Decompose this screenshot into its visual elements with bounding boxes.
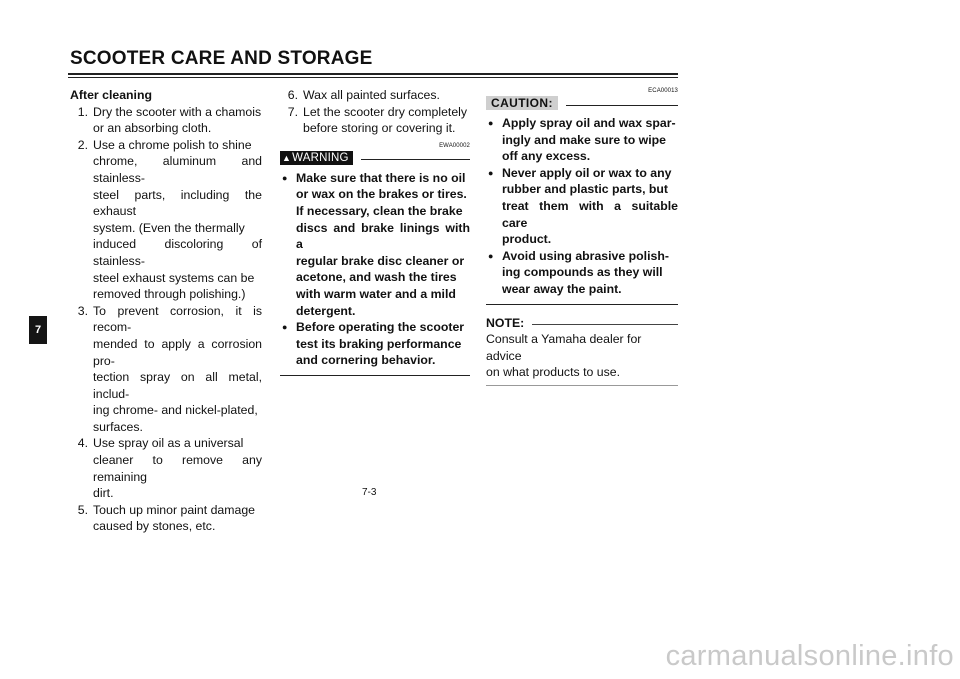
- step-text: [303, 104, 470, 137]
- note-end-rule: [486, 385, 678, 386]
- warning-badge: [280, 151, 353, 165]
- step-number: 4.: [77, 436, 88, 451]
- bullet-icon: ●: [282, 172, 288, 183]
- warning-label: WARNING: [292, 151, 349, 164]
- text-line: and cornering behavior.: [296, 353, 436, 368]
- column-left: [70, 87, 262, 535]
- bullet-item: [280, 319, 470, 369]
- text-line: test its braking performance: [296, 336, 462, 351]
- bullet-icon: ●: [282, 322, 288, 333]
- text-line: Consult a Yamaha dealer for advice: [486, 332, 642, 363]
- step-item: [70, 435, 262, 501]
- text-line: Apply spray oil and wax spar-: [502, 116, 676, 130]
- page-number: 7-3: [362, 487, 377, 498]
- bullet-text: [502, 248, 678, 298]
- text-line: To prevent corrosion, it is recom-: [93, 303, 262, 335]
- warning-list: [280, 170, 470, 369]
- step-item: [70, 104, 262, 137]
- column-right: [486, 87, 678, 386]
- text-line: regular brake disc cleaner or: [296, 253, 465, 268]
- text-line: ing chrome- and nickel-plated,: [93, 403, 258, 418]
- text-line: ing compounds as they will: [502, 265, 663, 280]
- step-number: 1.: [77, 104, 88, 119]
- step-text: [303, 87, 470, 104]
- bullet-item: [486, 165, 678, 248]
- step-item: [280, 87, 470, 104]
- text-line: with warm water and a mild: [296, 286, 456, 301]
- warning-end-rule: [280, 375, 470, 376]
- text-line: Make sure that there is no oil: [296, 170, 466, 185]
- note-text: [486, 331, 678, 381]
- step-number: 5.: [77, 502, 88, 517]
- text-line: product.: [502, 232, 552, 247]
- text-line: chrome, aluminum and stainless-: [93, 154, 262, 185]
- text-line: or wax on the brakes or tires.: [296, 187, 467, 202]
- page-title: SCOOTER CARE AND STORAGE: [70, 48, 373, 69]
- warning-code: EWA00002: [439, 142, 470, 149]
- bullet-text: [296, 170, 470, 319]
- warning-rule: [361, 159, 470, 160]
- text-line: ingly and make sure to wipe: [502, 132, 667, 147]
- step-item: [70, 303, 262, 436]
- text-line: off any excess.: [502, 149, 591, 164]
- text-line: tection spray on all metal, includ-: [93, 370, 262, 401]
- text-line: Wax all painted surfaces.: [303, 88, 440, 102]
- text-line: removed through polishing.): [93, 287, 246, 302]
- text-line: mended to apply a corrosion pro-: [93, 336, 262, 368]
- text-line: induced discoloring of stainless-: [93, 237, 262, 268]
- chapter-tab[interactable]: 7: [29, 316, 47, 344]
- caution-code: ECA00013: [648, 88, 678, 94]
- bullet-item: [486, 115, 678, 165]
- step-text: [93, 137, 262, 303]
- bullet-item: [486, 248, 678, 298]
- step-number: 3.: [77, 303, 88, 318]
- bullet-item: [280, 170, 470, 319]
- step-text: [93, 104, 262, 137]
- step-number: 6.: [287, 88, 298, 102]
- text-line: dirt.: [93, 486, 114, 501]
- text-line: before storing or covering it.: [303, 121, 456, 136]
- bullet-text: [296, 319, 470, 369]
- text-line: treat them with a suitable care: [502, 198, 678, 230]
- bullet-text: [502, 115, 678, 165]
- text-line: on what products to use.: [486, 365, 620, 380]
- step-item: [280, 104, 470, 137]
- caution-label-row: [486, 95, 678, 111]
- step-text: [93, 435, 262, 501]
- text-line: Touch up minor paint damage: [93, 502, 256, 517]
- text-line: system. (Even the thermally: [93, 220, 245, 235]
- text-line: Avoid using abrasive polish-: [502, 248, 669, 263]
- text-line: Before operating the scooter: [296, 320, 465, 335]
- text-line: wear away the paint.: [502, 281, 622, 296]
- step-number: 7.: [287, 104, 298, 119]
- step-text: [93, 502, 262, 535]
- bullet-icon: ●: [488, 118, 494, 128]
- note-rule: [532, 324, 678, 325]
- text-line: If necessary, clean the brake: [296, 203, 463, 218]
- warning-triangle-icon: ▲: [282, 152, 292, 163]
- caution-end-rule: [486, 304, 678, 305]
- step-list: [280, 87, 470, 137]
- bullet-text: [502, 165, 678, 248]
- note-label: NOTE:: [486, 315, 525, 330]
- warning-label-row: [280, 150, 470, 166]
- text-line: or an absorbing cloth.: [93, 121, 212, 136]
- caution-label: CAUTION:: [486, 96, 558, 110]
- text-line: rubber and plastic parts, but: [502, 182, 669, 197]
- bullet-icon: ●: [488, 250, 494, 261]
- title-underline: [68, 73, 678, 75]
- watermark[interactable]: carmanualsonline.info: [665, 640, 954, 672]
- text-line: discs and brake linings with a: [296, 220, 470, 252]
- text-line: Use spray oil as a universal: [93, 436, 244, 451]
- step-item: [70, 137, 262, 303]
- text-line: acetone, and wash the tires: [296, 270, 457, 285]
- text-line: caused by stones, etc.: [93, 519, 216, 534]
- caution-list: [486, 115, 678, 298]
- title-underline-thin: [68, 77, 678, 78]
- caution-rule: [566, 105, 678, 106]
- text-line: Dry the scooter with a chamois: [93, 104, 262, 119]
- text-line: Never apply oil or wax to any: [502, 165, 672, 180]
- note-label-row: [486, 315, 678, 332]
- text-line: surfaces.: [93, 419, 143, 434]
- step-list: [70, 104, 262, 535]
- section-heading: After cleaning: [70, 88, 152, 102]
- text-line: Use a chrome polish to shine: [93, 137, 252, 152]
- text-line: cleaner to remove any remaining: [93, 453, 262, 484]
- bullet-icon: ●: [488, 167, 494, 178]
- text-line: steel exhaust systems can be: [93, 270, 255, 285]
- step-number: 2.: [77, 137, 88, 152]
- step-item: [70, 502, 262, 535]
- step-text: [93, 303, 262, 436]
- column-middle: [280, 87, 470, 376]
- text-line: steel parts, including the exhaust: [93, 187, 262, 219]
- text-line: detergent.: [296, 303, 356, 318]
- text-line: Let the scooter dry completely: [303, 104, 468, 119]
